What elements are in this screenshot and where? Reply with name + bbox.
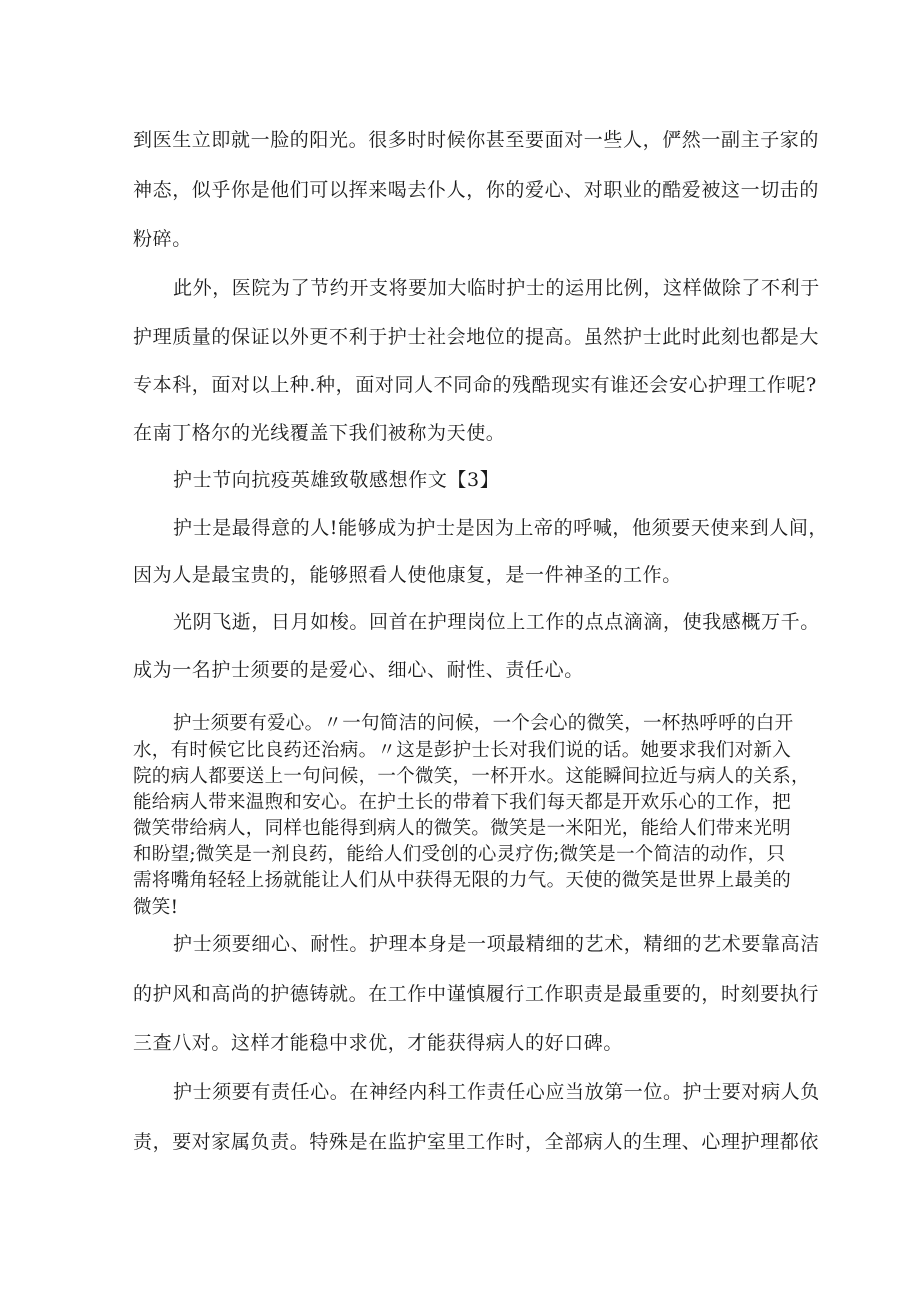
text-line: 护士须要有爱心。〃一句简洁的问候，一个会心的微笑，一杯热呼呼的白开 [173,713,794,734]
text-line: 粉碎。 [133,228,192,250]
text-line: 护理质量的保证以外更不利于护士社会地位的提高。虽然护士此时此刻也都是大 [133,326,820,348]
text-line: 在南丁格尔的光线覆盖下我们被称为天使。 [133,422,506,444]
text-line: 的护风和高尚的护德铸就。在工作中谨慎履行工作职责是最重要的，时刻要执行 [133,983,820,1005]
text-line: 护士须要细心、耐性。护理本身是一项最精细的艺术，精细的艺术要靠高洁 [173,933,820,955]
text-line: 能给病人带来温煦和安心。在护土长的带着下我们每天都是开欢乐心的工作，把 [133,792,792,813]
text-line: 需将嘴角轻轻上扬就能让人们从中获得无限的力气。天使的微笑是世界上最美的 [133,870,792,891]
text-line: 和盼望;微笑是一剂良药，能给人们受创的心灵疗伤;微笑是一个简洁的动作，只 [133,844,786,865]
text-line: 成为一名护士须要的是爱心、细心、耐性、责任心。 [133,659,584,681]
text-line: 院的病人都要送上一句问候，一个微笑，一杯开水。这能瞬间拉近与病人的关系， [133,766,810,787]
text-line: 到医生立即就一脸的阳光。很多时时候你甚至要面对一些人，俨然一副主子家的 [133,129,820,151]
text-line: 护士是最得意的人!能够成为护士是因为上帝的呼喊，他须要天使来到人间， [173,517,829,539]
text-line: 水，有时候它比良药还治病。〃这是彭护士长对我们说的话。她要求我们对新入 [133,740,792,761]
text-line: 护士须要有责任心。在神经内科工作责任心应当放第一位。护士要对病人负 [173,1081,820,1103]
text-line: 微笑! [133,897,179,918]
text-line: 微笑带给病人，同样也能得到病人的微笑。微笑是一米阳光，能给人们带来光明 [133,818,792,839]
text-line: 三查八对。这样才能稳中求优，才能获得病人的好口碑。 [133,1032,624,1054]
section-heading: 护士节向抗疫英雄致敬感想作文【3】 [173,469,500,491]
text-line: 因为人是最宝贵的，能够照看人使他康复，是一件神圣的工作。 [133,564,682,586]
text-line: 此外，医院为了节约开支将要加大临时护士的运用比例，这样做除了不利于 [173,277,820,299]
text-line: 责，要对家属负责。特殊是在监护室里工作时，全部病人的生理、心理护理都依 [133,1131,820,1153]
text-line: 神态，似乎你是他们可以挥来喝去仆人，你的爱心、对职业的酷爱被这一切击的 [133,179,820,201]
text-line: 专本科，面对以上种.种，面对同人不同命的残酷现实有谁还会安心护理工作呢? [133,374,817,396]
text-line: 光阴飞逝，日月如梭。回首在护理岗位上工作的点点滴滴，使我感概万千。 [173,611,820,633]
